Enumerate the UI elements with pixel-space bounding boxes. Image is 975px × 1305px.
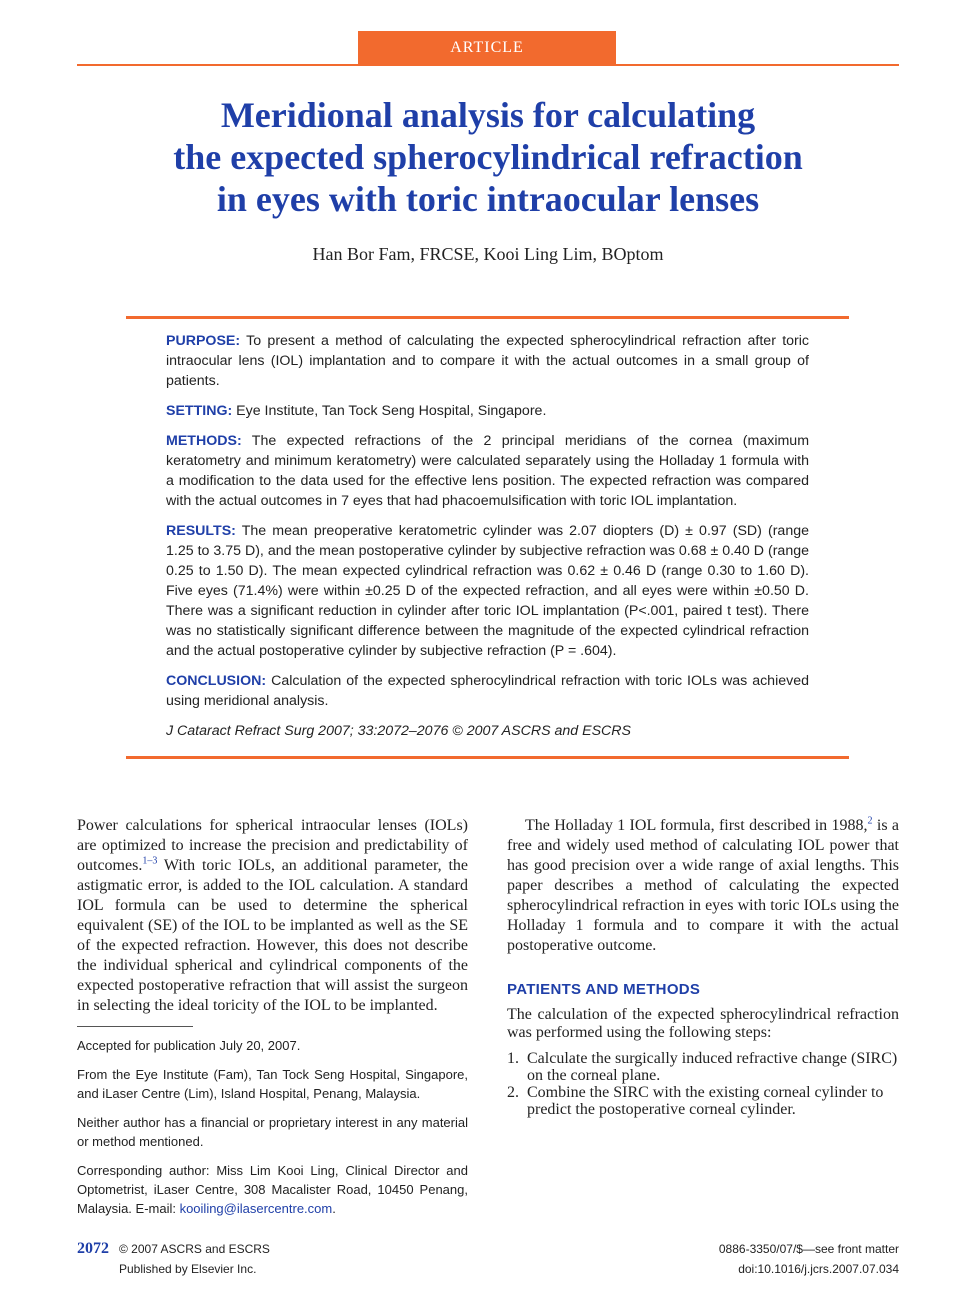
body-paragraph-3: The calculation of the expected spherocylindrical refraction was performed using the following steps: <box>507 1006 899 1041</box>
body-column-left <box>77 816 468 1016</box>
list-item <box>507 1050 899 1084</box>
purpose-label: PURPOSE: <box>166 333 241 349</box>
p1-text-a: Power calculations for spherical intraocular lenses (IOLs) are optimized to increase the precision and predictability of outcomes. <box>77 817 468 874</box>
article-title <box>77 94 899 220</box>
step-text: Calculate the surgically induced refractive change (SIRC) on the corneal plane. <box>527 1050 898 1084</box>
p2-text-b: is a free and widely used method of calculating IOL power that has good precision over a wide range of axial lengths. This paper describes a method of calculating the expected spherocylindrical refraction in eyes with toric IOLs using the Holladay 1 formula and to compare it with the actual postoperative outcome. <box>507 817 899 954</box>
citation: J Cataract Refract Surg 2007; 33:2072–2076 © 2007 ASCRS and ESCRS <box>166 723 631 739</box>
footnote-rule <box>77 1026 193 1027</box>
authors: Han Bor Fam, FRCSE, Kooi Ling Lim, BOptom <box>312 244 664 264</box>
methods-label: METHODS: <box>166 433 242 449</box>
abstract-purpose <box>166 331 809 391</box>
title-line-1: Meridional analysis for calculating <box>220 95 756 135</box>
title-line-3: in eyes with toric intraocular lenses <box>216 179 760 219</box>
footer-publisher: Published by Elsevier Inc. <box>119 1262 257 1276</box>
body-paragraph-1 <box>77 816 468 1016</box>
title-line-2: the expected spherocylindrical refraction <box>173 137 803 177</box>
article-type-tab: ARTICLE <box>358 31 616 65</box>
setting-label: SETTING: <box>166 403 233 419</box>
p2-text-a: The Holladay 1 IOL formula, first described in 1988, <box>525 817 868 834</box>
reference-link-1-3[interactable]: 1–3 <box>142 855 158 867</box>
reference-link-2[interactable]: 2 <box>867 815 873 827</box>
section-heading: PATIENTS AND METHODS <box>507 981 701 998</box>
footer-left <box>77 1239 270 1279</box>
abstract <box>166 331 809 751</box>
footer-right <box>719 1239 899 1279</box>
step-text: Combine the SIRC with the existing corneal cylinder to predict the postoperative corneal cylinder. <box>527 1084 884 1118</box>
steps-list <box>507 1050 899 1118</box>
abstract-setting <box>166 401 809 421</box>
p1-text-b: With toric IOLs, an additional parameter, the astigmatic error, is added to the IOL calculation. A standard IOL formula can be used to determine the spherical equivalent (SE) of the IOL to be implanted as well as the SE of the expected refraction. However, this does not describe the individual spherical and cylindrical components of the expected postoperative refraction that will assist the surgeon in selecting the ideal toricity of the IOL to be implanted. <box>77 857 468 1014</box>
footnotes <box>77 1036 468 1228</box>
abstract-methods <box>166 431 809 511</box>
email-link[interactable]: kooiling@ilasercentre.com <box>179 1201 333 1216</box>
body-column-right <box>507 816 899 1118</box>
setting-text: Eye Institute, Tan Tock Seng Hospital, Singapore. <box>236 403 547 419</box>
conclusion-text: Calculation of the expected spherocylindrical refraction with toric IOLs was achieved using meridional analysis. <box>166 673 809 709</box>
abstract-top-rule <box>126 316 849 319</box>
abstract-results <box>166 521 809 661</box>
step-number: 1. <box>507 1050 519 1067</box>
footer-doi[interactable]: doi:10.1016/j.jcrs.2007.07.034 <box>738 1262 899 1276</box>
corresponding-text: Corresponding author: Miss Lim Kooi Ling, Clinical Director and Optometrist, iLaser Centre, 308 Macalister Road, 10450 Penang, Malaysia. E-mail: <box>77 1163 468 1216</box>
list-item <box>507 1084 899 1118</box>
conclusion-label: CONCLUSION: <box>166 673 267 689</box>
footnote-interest: Neither author has a financial or proprietary interest in any material or method mentioned. <box>77 1115 468 1149</box>
results-label: RESULTS: <box>166 523 236 539</box>
abstract-conclusion <box>166 671 809 711</box>
page-number: 2072 <box>77 1240 109 1257</box>
footnote-corresponding <box>77 1161 468 1218</box>
results-text: The mean preoperative keratometric cylinder was 2.07 diopters (D) ± 0.97 (SD) (range 1.25 to 3.75 D), and the mean postoperative cylinder by subjective refraction was 0.68 ± 0.40 D (range 0.25 to 1.50 D). The mean expected cylindrical refraction was 0.62 ± 0.46 D (range 0.30 to 1.60 D). Five eyes (71.4%) were within ±0.25 D of the expected refraction, and all eyes were within ±0.50 D. There was a significant reduction in cylinder after toric IOL implantation (P<.001, paired t test). There was no statistically significant difference between the magnitude of the expected cylindrical refraction and the actual postoperative cylinder by subjective refraction (P = .604). <box>166 523 809 659</box>
body-paragraph-2 <box>507 816 899 956</box>
footnote-affiliation: From the Eye Institute (Fam), Tan Tock Seng Hospital, Singapore, and iLaser Centre (Lim), Island Hospital, Penang, Malaysia. <box>77 1067 468 1101</box>
step-number: 2. <box>507 1084 519 1101</box>
footnote-accepted: Accepted for publication July 20, 2007. <box>77 1038 301 1053</box>
corresponding-end: . <box>332 1201 336 1216</box>
methods-text: The expected refractions of the 2 principal meridians of the cornea (maximum keratometry and minimum keratometry) were calculated separately using the Holladay 1 formula with a modification to the data used for the effective lens position. The expected refraction was compared with the actual outcomes in 7 eyes that had phacoemulsification with toric IOL implantation. <box>166 433 810 509</box>
footer-copyright: © 2007 ASCRS and ESCRS <box>119 1242 270 1256</box>
footer-issn: 0886-3350/07/$—see front matter <box>718 1242 899 1256</box>
abstract-bottom-rule <box>126 756 849 759</box>
header-rule <box>77 64 899 66</box>
purpose-text: To present a method of calculating the expected spherocylindrical refraction after toric intraocular lens (IOL) implantation and to compare it with the actual outcomes in a small group of patients. <box>166 333 810 389</box>
